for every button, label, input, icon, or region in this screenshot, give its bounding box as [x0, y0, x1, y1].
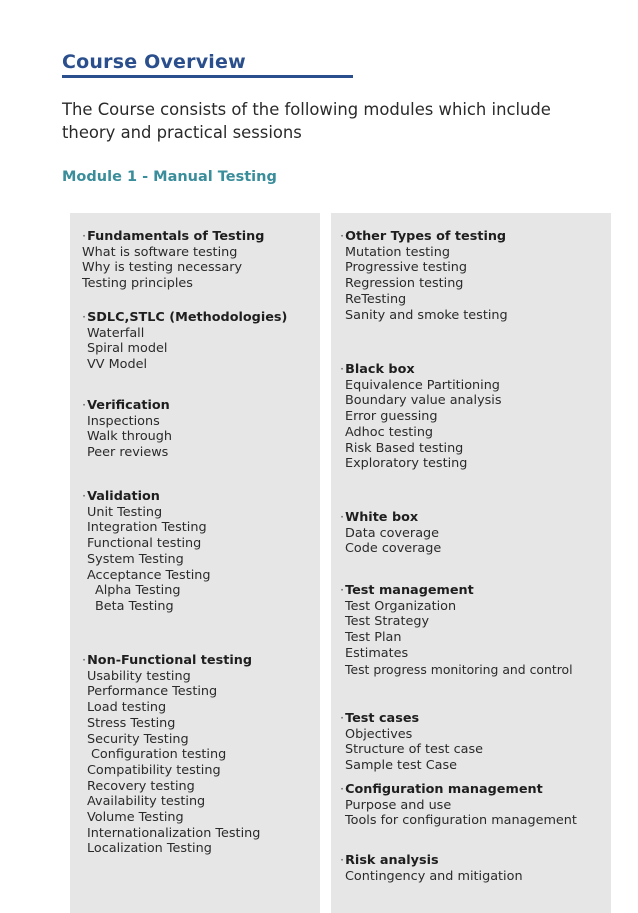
list-item: Data coverage [345, 525, 440, 541]
list-item: Configuration testing [91, 747, 227, 763]
section-heading-label: Validation [87, 489, 160, 504]
list-item: Waterfall [87, 325, 145, 341]
list-item: Sanity and smoke testing [345, 307, 508, 323]
list-item: Availability testing [87, 794, 206, 810]
list-item: Tools for configuration management [345, 813, 577, 829]
list-item: Beta Testing [95, 598, 174, 614]
list-item: Integration Testing [87, 520, 207, 536]
list-item: Code coverage [345, 541, 442, 557]
list-item: Compatibility testing [87, 762, 221, 778]
list-item: What is software testing [82, 244, 238, 260]
section-heading [340, 362, 502, 378]
list-item: Acceptance Testing [87, 567, 211, 583]
section-heading [340, 853, 523, 869]
bullet-icon: · [82, 653, 87, 668]
list-item: Alpha Testing [95, 583, 181, 599]
list-item: Inspections [87, 413, 160, 429]
bullet-icon: · [340, 583, 345, 598]
section-heading-label: SDLC,STLC (Methodologies) [87, 310, 288, 325]
bullet-icon: · [340, 362, 345, 377]
list-item: Spiral model [87, 341, 168, 357]
section-test-management [340, 583, 573, 677]
section-heading [340, 229, 508, 245]
list-item: Test progress monitoring and control [345, 661, 573, 677]
bullet-icon: · [340, 782, 345, 797]
bullet-icon: · [340, 229, 345, 244]
bullet-icon: · [340, 510, 345, 525]
section-heading-label: Fundamentals of Testing [87, 229, 265, 244]
bullet-icon: · [82, 398, 87, 413]
section-sdlc [82, 310, 287, 373]
list-item: Internationalization Testing [87, 825, 261, 841]
section-heading [82, 310, 287, 326]
module-title: Module 1 - Manual Testing [62, 169, 277, 185]
list-item: Regression testing [345, 276, 464, 292]
list-item: Peer reviews [87, 445, 169, 461]
list-item: Structure of test case [345, 742, 484, 758]
section-risk-analysis [340, 853, 523, 884]
list-item: Testing principles [82, 276, 193, 292]
section-heading [82, 398, 172, 414]
list-item: Performance Testing [87, 684, 218, 700]
list-item: Boundary value analysis [345, 393, 502, 409]
list-item: Test Strategy [345, 614, 430, 630]
section-heading-label: White box [345, 510, 419, 525]
list-item: Equivalence Partitioning [345, 377, 500, 393]
section-heading [340, 782, 577, 798]
bullet-icon: · [82, 489, 87, 504]
list-item: Mutation testing [345, 244, 450, 260]
section-heading-label: Test management [345, 583, 474, 598]
list-item: Purpose and use [345, 797, 452, 813]
list-item: Test Organization [345, 598, 457, 614]
list-item: Objectives [345, 726, 413, 742]
bullet-icon: · [82, 310, 87, 325]
section-validation [82, 489, 211, 615]
list-item: Load testing [87, 700, 167, 716]
list-item: System Testing [87, 551, 184, 567]
list-item: ReTesting [345, 291, 407, 307]
list-item: Adhoc testing [345, 424, 434, 440]
title-underline [62, 75, 353, 78]
bullet-icon: · [340, 711, 345, 726]
list-item: Error guessing [345, 409, 438, 425]
list-item: Sample test Case [345, 758, 458, 774]
section-heading [340, 510, 441, 526]
list-item: Contingency and mitigation [345, 868, 523, 884]
list-item: Exploratory testing [345, 456, 468, 472]
section-non-functional [82, 653, 260, 857]
list-item: Test Plan [345, 630, 402, 646]
section-heading [340, 583, 573, 599]
list-item: Usability testing [87, 668, 191, 684]
list-item: Estimates [345, 645, 409, 661]
section-heading-label: Verification [87, 398, 170, 413]
list-item: Why is testing necessary [82, 260, 243, 276]
section-test-cases [340, 711, 483, 774]
section-heading-label: Configuration management [345, 782, 543, 797]
section-black-box [340, 362, 502, 472]
list-item: Walk through [87, 429, 172, 445]
list-item: Risk Based testing [345, 440, 464, 456]
list-item: Unit Testing [87, 504, 163, 520]
section-white-box [340, 510, 441, 557]
list-item: Recovery testing [87, 778, 195, 794]
section-heading-label: Black box [345, 362, 415, 377]
bullet-icon: · [340, 853, 345, 868]
section-configuration-management [340, 782, 577, 829]
list-item: Localization Testing [87, 841, 212, 857]
section-heading [82, 229, 264, 245]
bullet-icon: · [82, 229, 87, 244]
page-title: Course Overview [62, 51, 246, 73]
section-heading-label: Test cases [345, 711, 420, 726]
list-item: VV Model [87, 357, 147, 373]
list-item: Volume Testing [87, 810, 184, 826]
section-heading-label: Other Types of testing [345, 229, 507, 244]
list-item: Stress Testing [87, 715, 176, 731]
section-verification [82, 398, 172, 461]
list-item: Functional testing [87, 536, 202, 552]
section-heading-label: Risk analysis [345, 853, 439, 868]
intro-text: The Course consists of the following modules which include theory and practical sessions [62, 100, 551, 142]
list-item: Progressive testing [345, 260, 468, 276]
section-heading [82, 489, 211, 505]
list-item: Security Testing [87, 731, 189, 747]
section-fundamentals [82, 229, 264, 292]
section-heading [82, 653, 260, 669]
section-heading [340, 711, 483, 727]
section-heading-label: Non-Functional testing [87, 653, 252, 668]
section-other-types [340, 229, 508, 323]
